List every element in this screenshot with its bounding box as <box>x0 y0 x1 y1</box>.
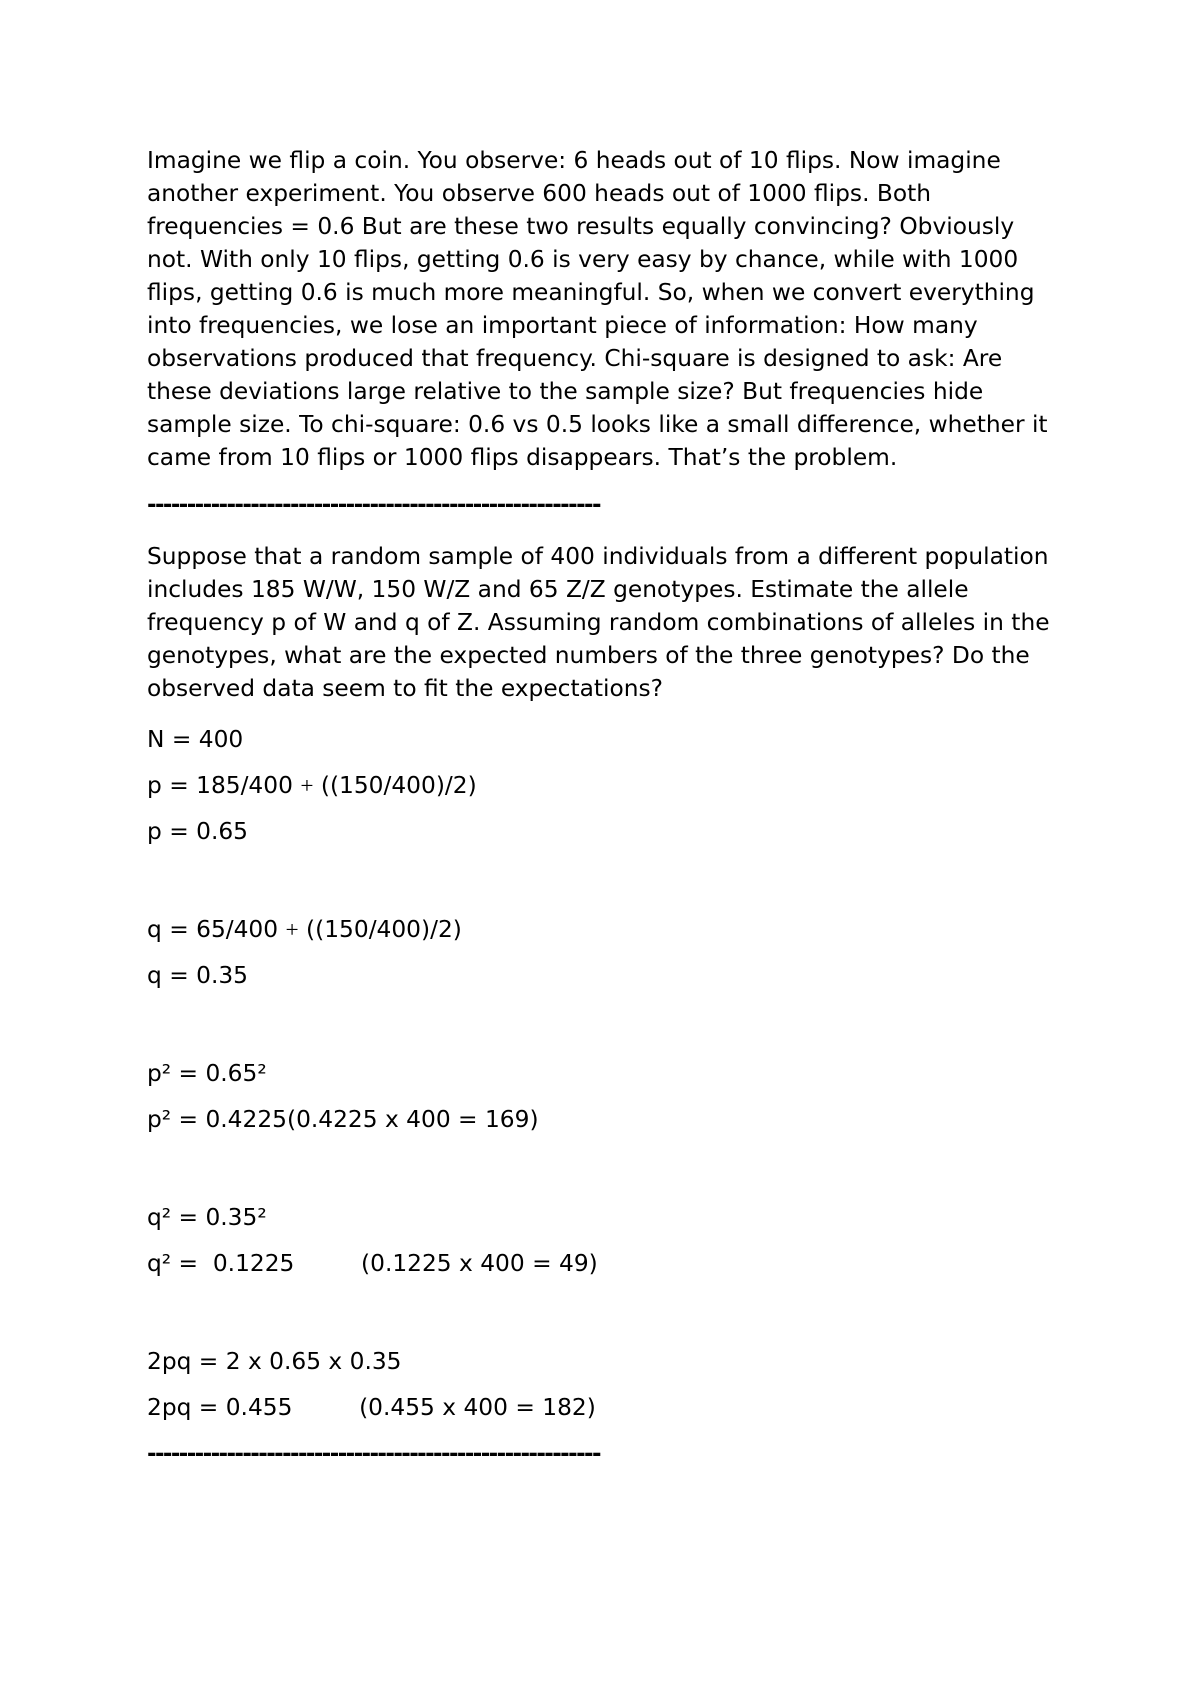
section-divider: --------------------------------------------------------- <box>147 492 600 518</box>
equation-2pq-value: 2pq = 0.455 (0.455 x 400 = 182) <box>147 1394 596 1421</box>
equation-q-formula <box>147 915 1067 945</box>
plus-sign: + <box>300 773 314 799</box>
equation-q-formula-left: q = 65/400 <box>147 916 286 943</box>
equation-q2-value: q² = 0.1225 (0.1225 x 400 = 49) <box>147 1250 598 1277</box>
equation-q-value: q = 0.35 <box>147 962 248 989</box>
intro-paragraph: Imagine we flip a coin. You observe: 6 heads out of 10 flips. Now imagine another experiment. You observe 600 heads out of 1000 flips. Both frequencies = 0.6 But are these two results equally convincing? Obviously not. With only 10 flips, getting 0.6 is very easy by chance, while with 1000 flips, getting 0.6 is much more meaningful. So, when we convert everything into frequencies, we lose an important piece of information: How many observations produced that frequency. Chi-square is designed to ask: Are these deviations large relative to the sample size? But frequencies hide sample size. To chi-square: 0.6 vs 0.5 looks like a small difference, whether it came from 10 flips or 1000 flips disappears. That’s the problem. <box>147 147 1048 471</box>
equation-p-formula <box>147 771 1067 801</box>
equation-p2-formula: p² = 0.65² <box>147 1060 267 1087</box>
equation-q-formula-right: ((150/400)/2) <box>298 916 462 943</box>
equation-2pq-formula: 2pq = 2 x 0.65 x 0.35 <box>147 1348 402 1375</box>
equation-n: N = 400 <box>147 726 244 753</box>
equation-p-formula-right: ((150/400)/2) <box>313 772 477 799</box>
plus-sign: + <box>285 917 299 943</box>
section-divider-bottom: --------------------------------------------------------- <box>147 1441 600 1467</box>
problem-paragraph: Suppose that a random sample of 400 individuals from a different population includes 185 W/W, 150 W/Z and 65 Z/Z genotypes. Estimate the allele frequency p of W and q of Z. Assuming random combinations of alleles in the genotypes, what are the expected numbers of the three genotypes? Do the observed data seem to fit the expectations? <box>147 543 1050 702</box>
equation-p-formula-left: p = 185/400 <box>147 772 301 799</box>
equation-p-value: p = 0.65 <box>147 818 248 845</box>
equation-q2-formula: q² = 0.35² <box>147 1204 267 1231</box>
equation-p2-value: p² = 0.4225(0.4225 x 400 = 169) <box>147 1106 539 1133</box>
document-page <box>147 144 1067 1469</box>
